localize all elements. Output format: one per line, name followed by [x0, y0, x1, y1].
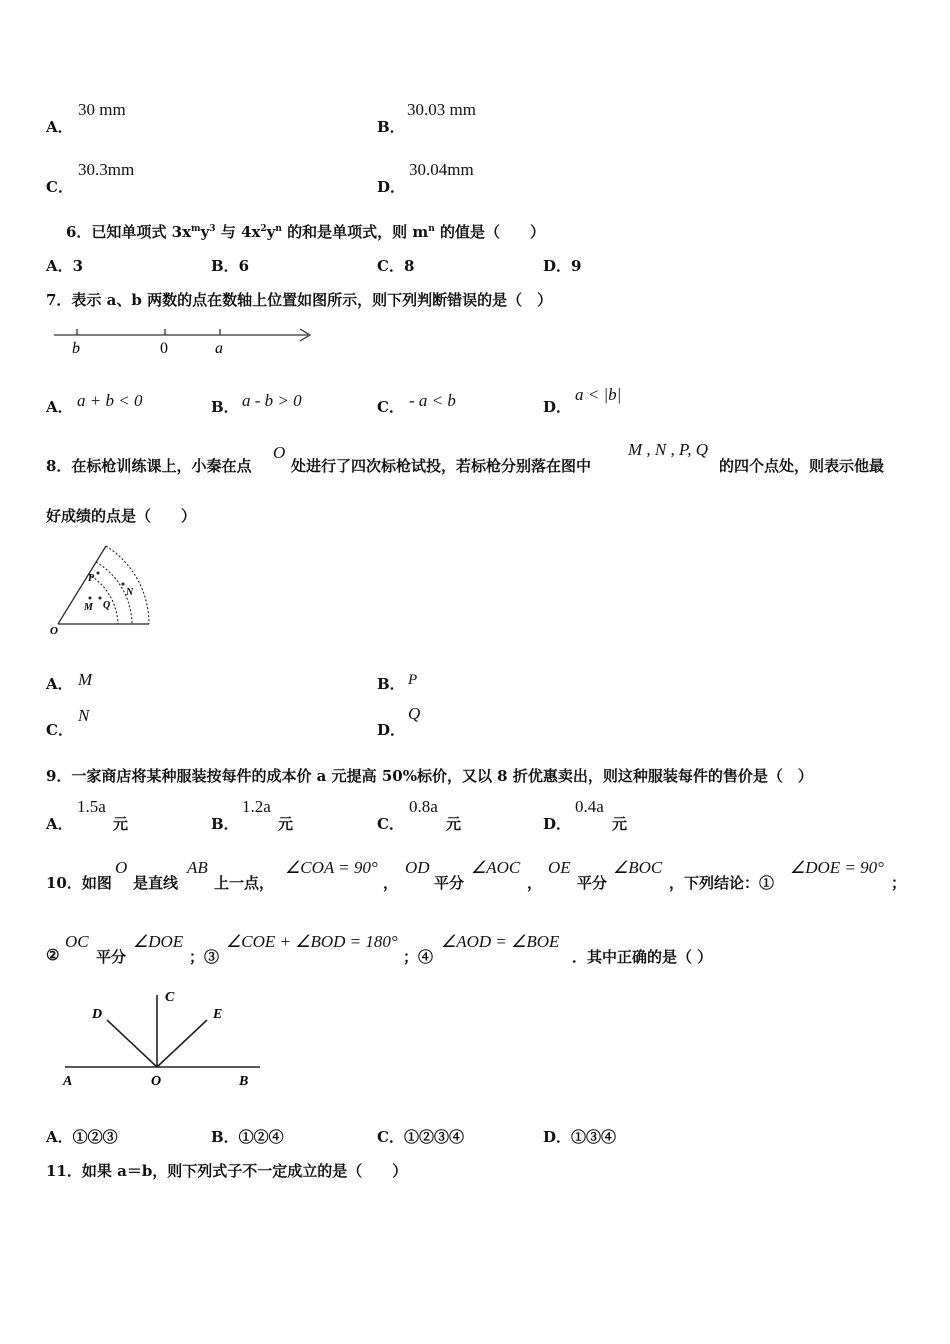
q7-option-b-label: B． — [211, 398, 239, 416]
q7-option-d-label: D． — [543, 398, 572, 416]
q10-text-end: ．其中正确的是（ ） — [572, 948, 713, 966]
q9-option-a-label: A． — [46, 815, 73, 833]
q10-angle-aoc: ∠AOC — [471, 858, 521, 877]
ray-od — [107, 1020, 157, 1067]
q10-text-7: 平分 — [577, 874, 608, 892]
q10-angle-coa: ∠COA = 90° — [285, 858, 378, 877]
q10-marker-3: ；③ — [189, 948, 220, 966]
q9-option-c-value: 0.8a — [409, 797, 438, 816]
option-value: 30.3mm — [78, 160, 135, 179]
q10-option-c: C．①②③④ — [377, 1128, 464, 1146]
q10-angle-coe-bod: ∠COE + ∠BOD = 180° — [226, 932, 398, 951]
option-value: 30 mm — [78, 100, 126, 119]
q10-option-d: D．①③④ — [543, 1128, 617, 1146]
q8-stem-b: 处进行了四次标枪试投，若标枪分别落在图中 — [291, 457, 592, 475]
q10-option-a: A．①②③ — [46, 1128, 118, 1146]
q10-line-ab: AB — [187, 858, 208, 877]
number-line-figure — [50, 320, 320, 360]
q10-text-4: ， — [383, 874, 399, 892]
q10-text-8: ，下列结论：① — [669, 874, 775, 892]
javelin-sector-figure — [44, 540, 159, 640]
q9-option-c-label: C． — [377, 815, 404, 833]
q7-option-d-value: a < |b| — [575, 385, 622, 404]
fig-label-o: O — [151, 1074, 162, 1089]
angle-figure — [55, 985, 270, 1090]
fig-label-n: N — [126, 587, 134, 598]
q10-marker-2: ② — [46, 946, 60, 964]
q9-option-b-value: 1.2a — [242, 797, 271, 816]
fig-label-q: Q — [103, 600, 111, 611]
point-q — [99, 597, 102, 600]
q10-text-bisect: 平分 — [96, 948, 127, 966]
q10-ray-oe: OE — [548, 858, 571, 877]
q10-point-o: O — [115, 858, 128, 877]
outer-arc — [106, 546, 149, 624]
q7-option-b-value: a - b > 0 — [242, 391, 302, 410]
q8-option-d-value: Q — [408, 704, 421, 723]
q9-option-a-unit: 元 — [113, 815, 129, 833]
q9-option-d-value: 0.4a — [575, 797, 604, 816]
q10-angle-doe: ∠DOE = 90° — [790, 858, 884, 877]
option-label: C． — [46, 178, 73, 196]
q10-marker-4: ；④ — [403, 948, 434, 966]
option-value: 30.03 mm — [407, 100, 476, 119]
option-label: B． — [377, 118, 405, 136]
sector-side-line — [58, 546, 106, 624]
q8-stem-d: 好成绩的点是（ ） — [46, 507, 197, 525]
ray-oe — [157, 1020, 207, 1067]
q8-point-o: O — [273, 443, 286, 462]
q8-option-c-label: C． — [46, 721, 73, 739]
fig-label-b: B — [239, 1074, 249, 1089]
q9-option-b-label: B． — [211, 815, 239, 833]
fig-label-o: O — [50, 625, 58, 637]
q10-text-9: ； — [891, 874, 907, 892]
q8-option-a-label: A． — [46, 675, 73, 693]
q10-text-5: 平分 — [434, 874, 465, 892]
q8-stem-c: 的四个点处，则表示他最 — [719, 457, 885, 475]
q7-option-a-label: A． — [46, 398, 73, 416]
option-label: A． — [46, 118, 73, 136]
fig-label-c: C — [165, 990, 175, 1005]
q6-option-a: A．3 — [46, 257, 84, 275]
fig-label-m: M — [84, 602, 93, 613]
axis-label-a: a — [215, 340, 223, 357]
fig-label-d: D — [92, 1007, 103, 1022]
point-m — [89, 597, 92, 600]
q10-text-1: 10．如图 — [46, 874, 112, 892]
q9-option-c-unit: 元 — [446, 815, 462, 833]
q10-angle-aod-boe: ∠AOD = ∠BOE — [441, 932, 560, 951]
q11-stem: 11．如果 a＝b，则下列式子不一定成立的是（ ） — [46, 1162, 408, 1180]
q7-option-c-label: C． — [377, 398, 404, 416]
q9-option-d-label: D． — [543, 815, 572, 833]
q8-option-b-label: B． — [377, 675, 405, 693]
q9-stem: 9．一家商店将某种服装按每件的成本价 a 元提高 50%标价，又以 8 折优惠卖出，则这种服装每件的售价是（ ） — [46, 767, 813, 785]
q8-option-d-label: D． — [377, 721, 406, 739]
option-label: D． — [377, 178, 406, 196]
q6-option-b: B．6 — [211, 257, 250, 275]
q6-option-d: D．9 — [543, 257, 582, 275]
q10-text-3: 上一点， — [214, 874, 275, 892]
q8-option-a-value: M — [78, 670, 93, 689]
q9-option-b-unit: 元 — [278, 815, 294, 833]
q10-angle-doe-2: ∠DOE — [133, 932, 184, 951]
q8-points: M , N , P, Q — [628, 440, 708, 459]
point-n — [122, 583, 125, 586]
q8-stem-a: 8．在标枪训练课上，小秦在点 — [46, 457, 252, 475]
axis-label-b: b — [72, 340, 80, 357]
q10-option-b: B．①②④ — [211, 1128, 284, 1146]
q10-text-2: 是直线 — [133, 874, 179, 892]
q7-option-a-value: a + b < 0 — [77, 391, 143, 410]
q9-option-a-value: 1.5a — [77, 797, 106, 816]
q8-option-b-value: P — [408, 672, 418, 688]
q6-option-c: C．8 — [377, 257, 415, 275]
q7-option-c-value: - a < b — [409, 391, 456, 410]
q10-ray-od: OD — [405, 858, 430, 877]
q6-stem: 6．已知单项式 $3x^my^3$ 与 $4x^2y^n$ 的和是单项式，则 $m^n$ 的值是（ ） — [66, 223, 546, 241]
q8-option-c-value: N — [78, 706, 90, 725]
fig-label-a: A — [63, 1074, 73, 1089]
q10-ray-oc: OC — [65, 932, 89, 951]
q10-text-6: ， — [527, 874, 543, 892]
fig-label-p: P — [88, 573, 95, 584]
q7-stem: 7．表示 a、b 两数的点在数轴上位置如图所示，则下列判断错误的是（ ） — [46, 291, 553, 309]
option-value: 30.04mm — [409, 160, 474, 179]
q10-angle-boc: ∠BOC — [613, 858, 663, 877]
fig-label-e: E — [213, 1007, 223, 1022]
axis-label-zero: 0 — [160, 340, 168, 357]
q9-option-d-unit: 元 — [612, 815, 628, 833]
point-p — [97, 572, 100, 575]
